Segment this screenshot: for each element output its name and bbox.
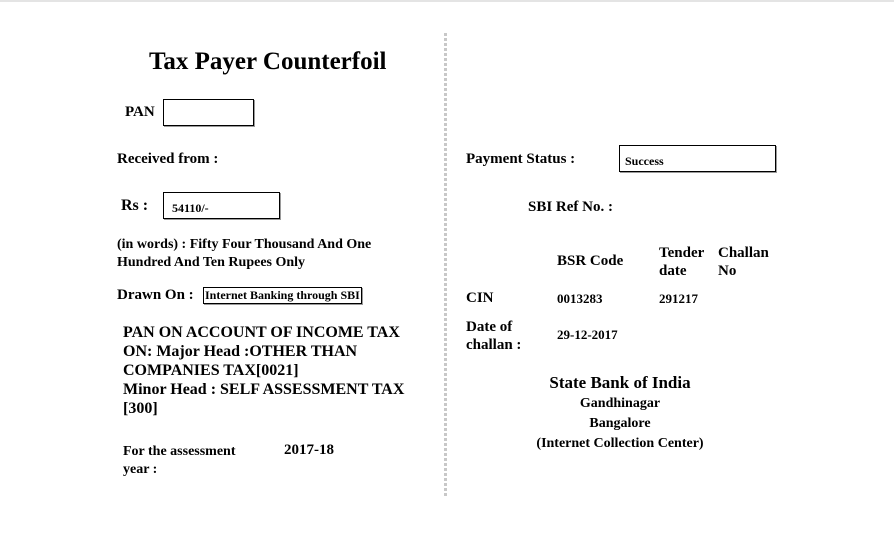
pan-label: PAN (125, 104, 155, 120)
bank-address-block (520, 372, 720, 454)
payment-status-label: Payment Status : (466, 151, 576, 167)
cin-label: CIN (466, 290, 494, 306)
amount-in-words-line-1: (in words) : Fifty Four Thousand And One (117, 237, 372, 252)
dashed-divider (444, 33, 447, 497)
sbi-ref-label: SBI Ref No. : (528, 199, 613, 215)
account-line-1: PAN ON ACCOUNT OF INCOME TAX (123, 324, 400, 341)
received-from-label: Received from : (117, 151, 219, 167)
tender-date-header: Tender date (659, 245, 705, 279)
bank-city: Bangalore (589, 416, 651, 431)
top-border (0, 0, 894, 2)
pan-field (163, 99, 254, 126)
drawn-on-label: Drawn On : (117, 287, 194, 303)
bsr-code-value: 0013283 (557, 291, 603, 306)
bank-center: (Internet Collection Center) (536, 436, 704, 451)
rs-label: Rs : (121, 197, 149, 214)
account-line-4: Minor Head : SELF ASSESSMENT TAX (123, 381, 405, 398)
amount-in-words-line-2: Hundred And Ten Rupees Only (117, 255, 306, 270)
assessment-year-label: For the assessment year : (123, 444, 236, 477)
date-of-challan-value: 29-12-2017 (557, 327, 618, 342)
rs-amount-value: 54110/- (172, 201, 209, 215)
account-line-2: ON: Major Head :OTHER THAN (123, 343, 358, 360)
tender-date-value: 291217 (659, 291, 698, 306)
drawn-on-value: Internet Banking through SBI (205, 288, 360, 302)
challan-no-header: Challan No (718, 245, 769, 279)
account-line-5: [300] (123, 400, 158, 417)
date-of-challan-label: Date of challan : (466, 319, 522, 353)
account-line-3: COMPANIES TAX[0021] (123, 362, 299, 379)
payment-status-field (619, 145, 776, 172)
bsr-code-header: BSR Code (557, 253, 624, 269)
bank-branch: Gandhinagar (579, 396, 661, 411)
bank-name: State Bank of India (549, 373, 691, 392)
page-title: Tax Payer Counterfoil (149, 48, 387, 75)
account-head-block (123, 323, 404, 418)
amount-in-words (117, 236, 371, 272)
assessment-year-value: 2017-18 (284, 442, 334, 458)
payment-status-value: Success (625, 154, 664, 168)
rs-amount-field (163, 192, 280, 219)
